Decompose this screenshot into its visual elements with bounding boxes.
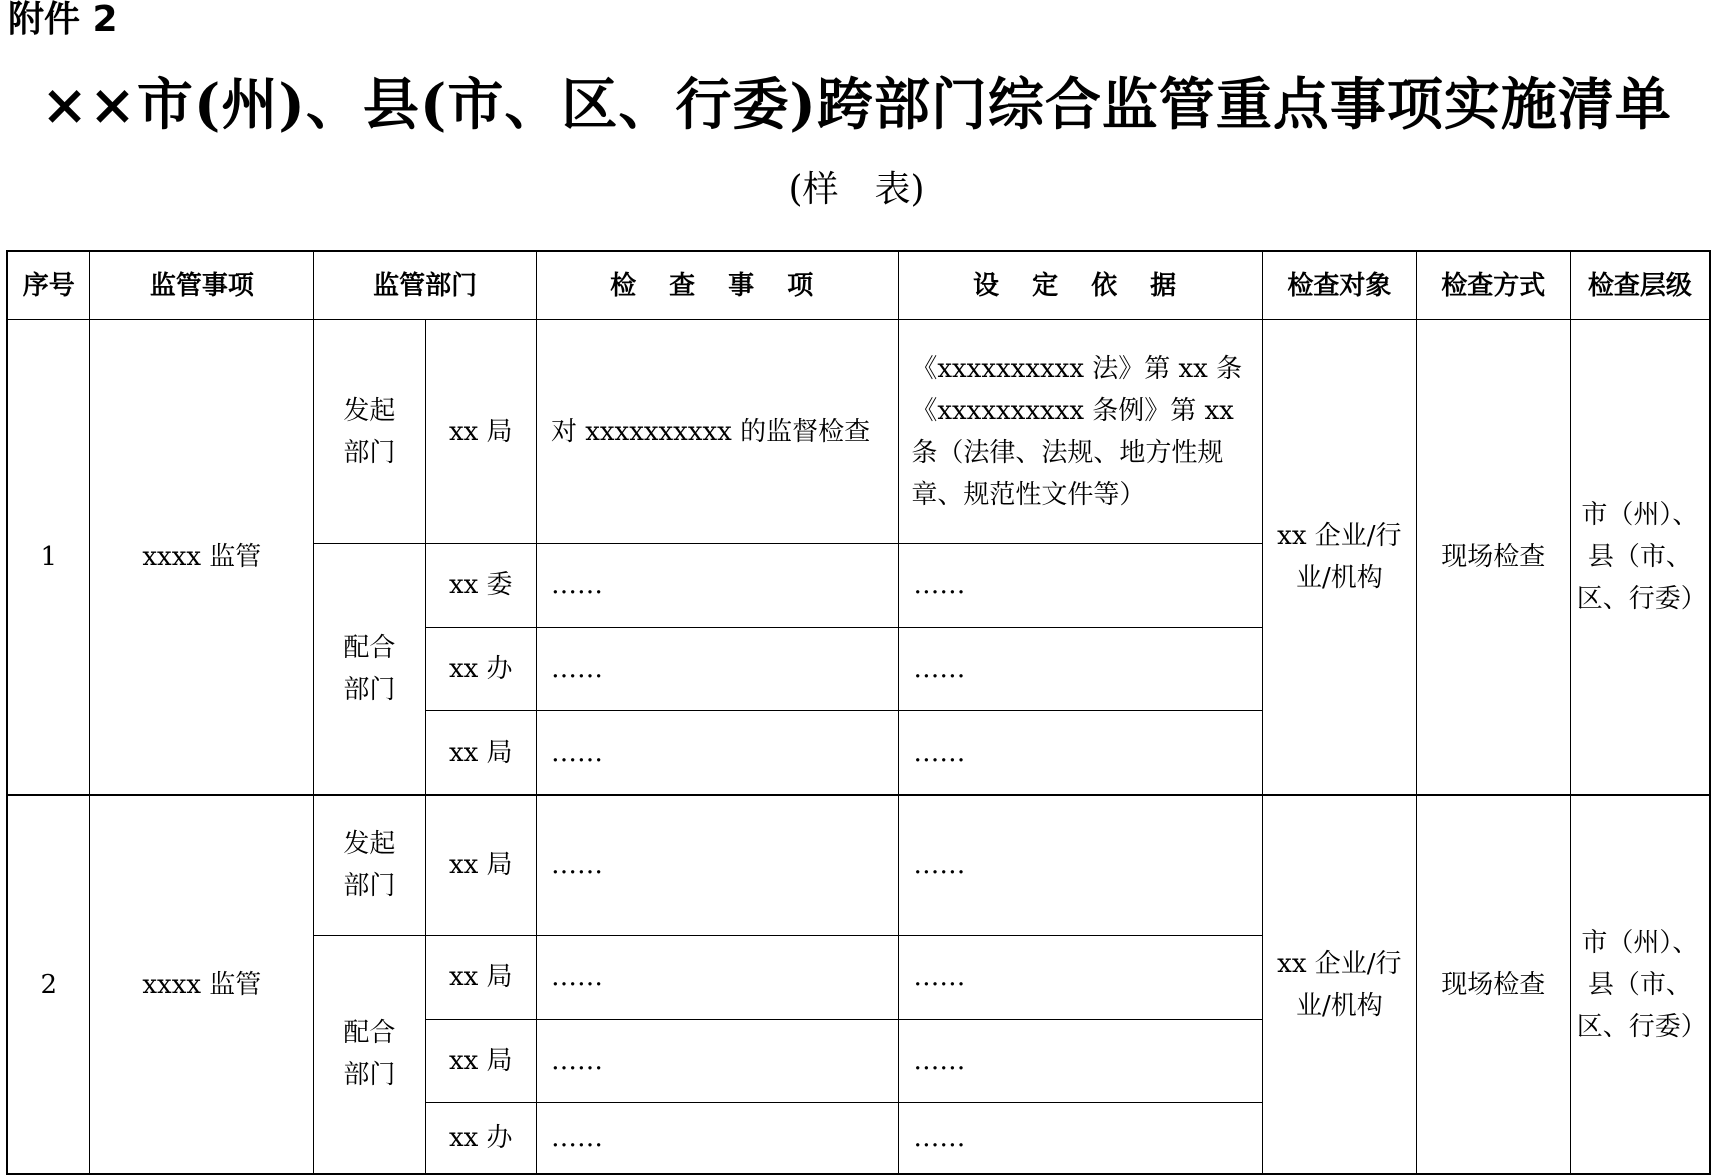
basis-cell: …… xyxy=(899,543,1263,627)
basis-cell: …… xyxy=(899,1020,1263,1103)
check-item-cell: …… xyxy=(536,1020,898,1103)
basis-cell: …… xyxy=(899,1103,1263,1174)
header-dept: 监管部门 xyxy=(314,251,537,320)
coop-role-cell: 配合部门 xyxy=(314,935,425,1174)
lead-role-cell: 发起部门 xyxy=(314,795,425,935)
method-cell: 现场检查 xyxy=(1416,320,1570,795)
item-cell: xxxx 监管 xyxy=(90,795,314,1174)
check-item-cell: …… xyxy=(536,795,898,935)
header-item: 监管事项 xyxy=(90,251,314,320)
seq-cell: 1 xyxy=(7,320,90,795)
coop-dept-cell: xx 办 xyxy=(425,628,536,711)
lead-dept-cell: xx 局 xyxy=(425,795,536,935)
check-item-cell: …… xyxy=(536,628,898,711)
coop-dept-cell: xx 局 xyxy=(425,1020,536,1103)
target-cell: xx 企业/行业/机构 xyxy=(1262,320,1416,795)
header-basis: 设 定 依 据 xyxy=(899,251,1263,320)
level-cell: 市（州）、县（市、区、行委） xyxy=(1570,795,1710,1174)
target-cell: xx 企业/行业/机构 xyxy=(1262,795,1416,1174)
coop-dept-cell: xx 委 xyxy=(425,543,536,627)
attachment-label: 附件 2 xyxy=(8,0,118,40)
header-method: 检查方式 xyxy=(1416,251,1570,320)
coop-role-cell: 配合部门 xyxy=(314,543,425,795)
check-item-cell: …… xyxy=(536,711,898,795)
level-cell: 市（州）、县（市、区、行委） xyxy=(1570,320,1710,795)
seq-cell: 2 xyxy=(7,795,90,1174)
basis-cell: …… xyxy=(899,711,1263,795)
check-item-cell: …… xyxy=(536,543,898,627)
basis-cell: 《xxxxxxxxxx 法》第 xx 条《xxxxxxxxxx 条例》第 xx 条（法律、法规、地方性规章、规范性文件等） xyxy=(899,320,1263,543)
lead-role-cell: 发起部门 xyxy=(314,320,425,543)
lead-dept-cell: xx 局 xyxy=(425,320,536,543)
header-row xyxy=(7,251,1710,320)
page-title: ××市(州)、县(市、区、行委)跨部门综合监管重点事项实施清单 xyxy=(41,72,1672,138)
check-item-cell: …… xyxy=(536,1103,898,1174)
method-cell: 现场检查 xyxy=(1416,795,1570,1174)
header-check-item: 检 查 事 项 xyxy=(536,251,898,320)
coop-dept-cell: xx 局 xyxy=(425,935,536,1019)
check-item-cell: …… xyxy=(536,935,898,1019)
basis-cell: …… xyxy=(899,628,1263,711)
header-seq: 序号 xyxy=(7,251,90,320)
item-cell: xxxx 监管 xyxy=(90,320,314,795)
coop-dept-cell: xx 局 xyxy=(425,711,536,795)
page-subtitle: (样 表) xyxy=(788,169,925,210)
check-item-cell: 对 xxxxxxxxxx 的监督检查 xyxy=(536,320,898,543)
table-row xyxy=(7,320,1710,543)
supervision-table xyxy=(6,250,1711,1175)
table-row xyxy=(7,795,1710,935)
basis-cell: …… xyxy=(899,795,1263,935)
header-target: 检查对象 xyxy=(1262,251,1416,320)
coop-dept-cell: xx 办 xyxy=(425,1103,536,1174)
header-level: 检查层级 xyxy=(1570,251,1710,320)
basis-cell: …… xyxy=(899,935,1263,1019)
